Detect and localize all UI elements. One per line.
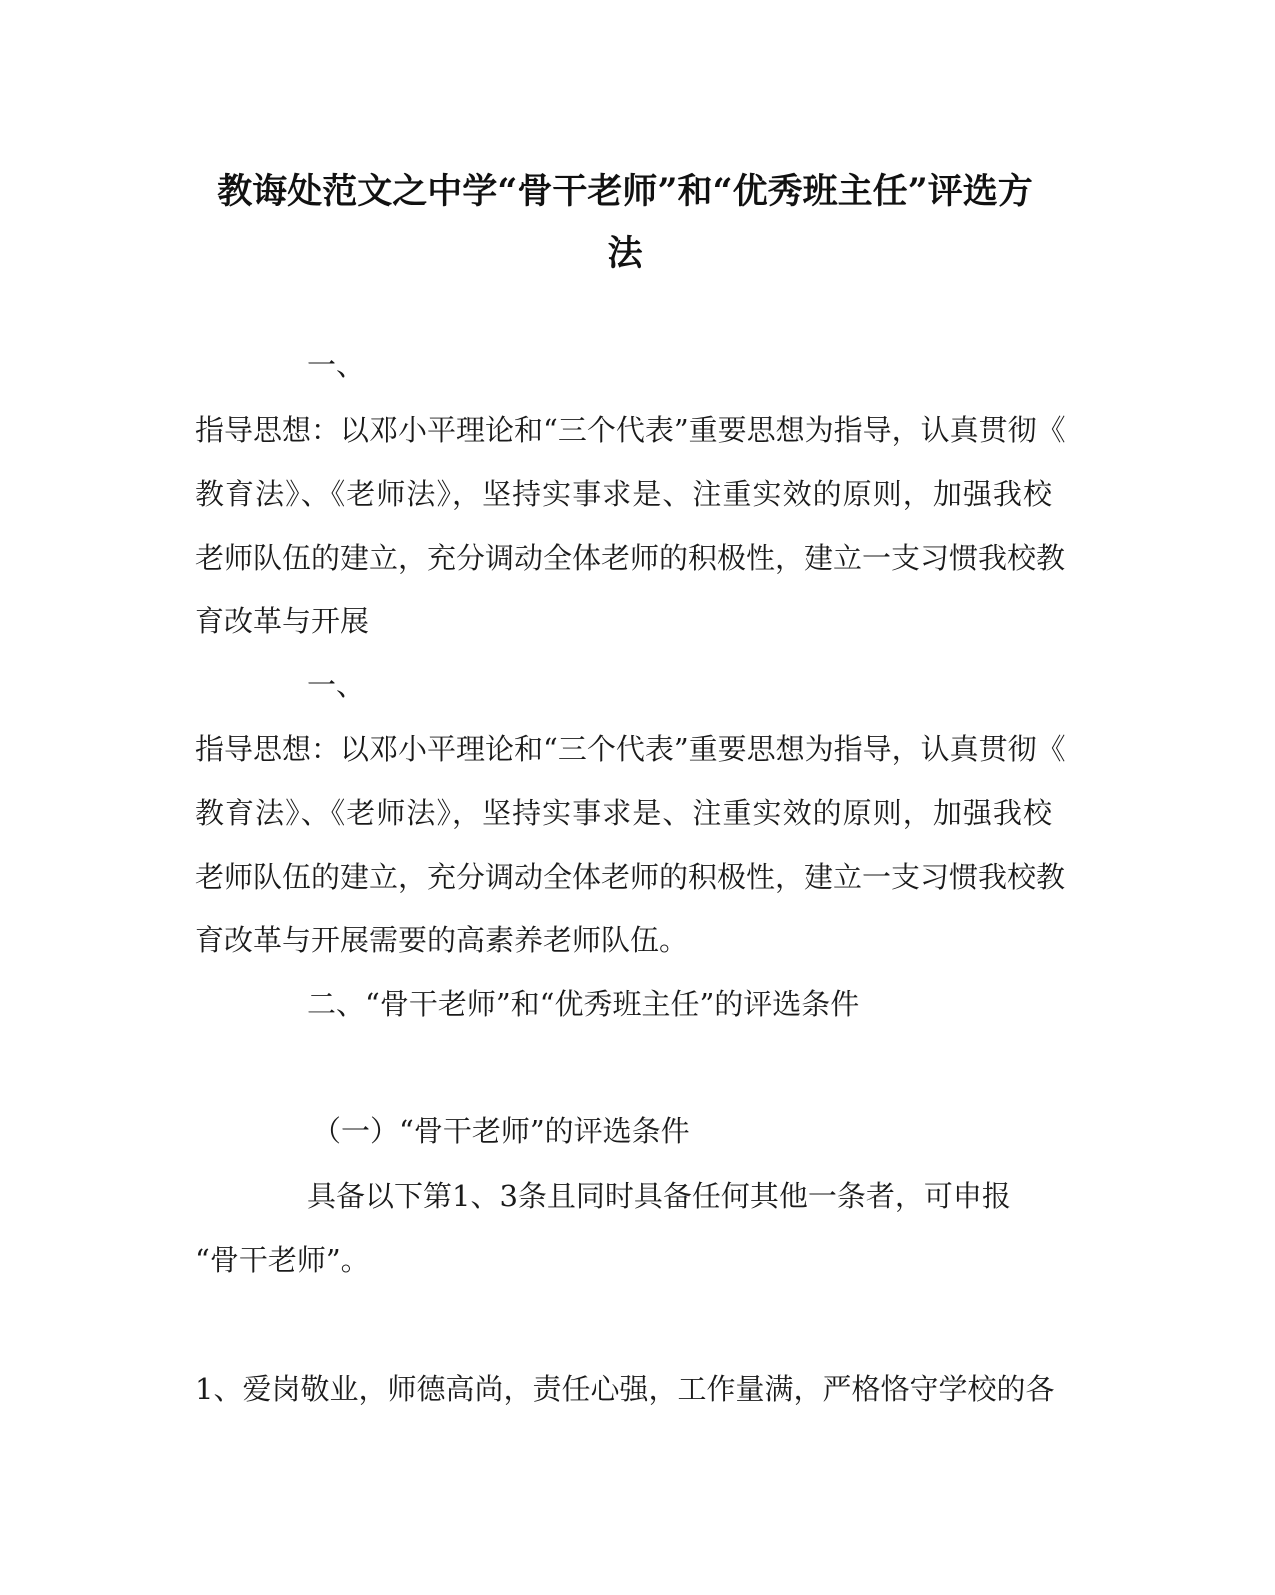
paragraph-1-line-3: 老师队伍的建立，充分调动全体老师的积极性，建立一支习惯我校教: [195, 541, 1066, 575]
paragraph-2-line-4: 育改革与开展需要的高素养老师队伍。: [195, 923, 689, 957]
paragraph-2-line-1: 指导思想：以邓小平理论和“三个代表”重要思想为指导，认真贯彻《: [195, 732, 1066, 766]
paragraph-1-line-1: 指导思想：以邓小平理论和“三个代表”重要思想为指导，认真贯彻《: [195, 413, 1066, 447]
paragraph-1-line-4: 育改革与开展: [195, 604, 370, 638]
section-number-1b: 一、: [307, 668, 366, 702]
criteria-intro-line-1: 具备以下第1、3条且同时具备任何其他一条者，可申报: [307, 1179, 1011, 1213]
paragraph-2-line-2: 教育法》、《老师法》，坚持实事求是、注重实效的原则，加强我校: [195, 796, 1052, 830]
section-number-1a: 一、: [307, 348, 366, 382]
criteria-intro-line-2: “骨干老师”。: [195, 1243, 370, 1277]
document-title-line-1: 教诲处范文之中学“骨干老师”和“优秀班主任”评选方: [217, 171, 1033, 212]
subsection-1-heading: （一）“骨干老师”的评选条件: [312, 1114, 690, 1148]
paragraph-1-line-2: 教育法》、《老师法》，坚持实事求是、注重实效的原则，加强我校: [195, 477, 1052, 511]
document-title-line-2: 法: [607, 233, 643, 274]
paragraph-2-line-3: 老师队伍的建立，充分调动全体老师的积极性，建立一支习惯我校教: [195, 860, 1066, 894]
criteria-item-1: 1、爱岗敬业，师德高尚，责任心强，工作量满，严格恪守学校的各: [195, 1372, 1055, 1406]
section-2-heading: 二、“骨干老师”和“优秀班主任”的评选条件: [307, 987, 860, 1021]
